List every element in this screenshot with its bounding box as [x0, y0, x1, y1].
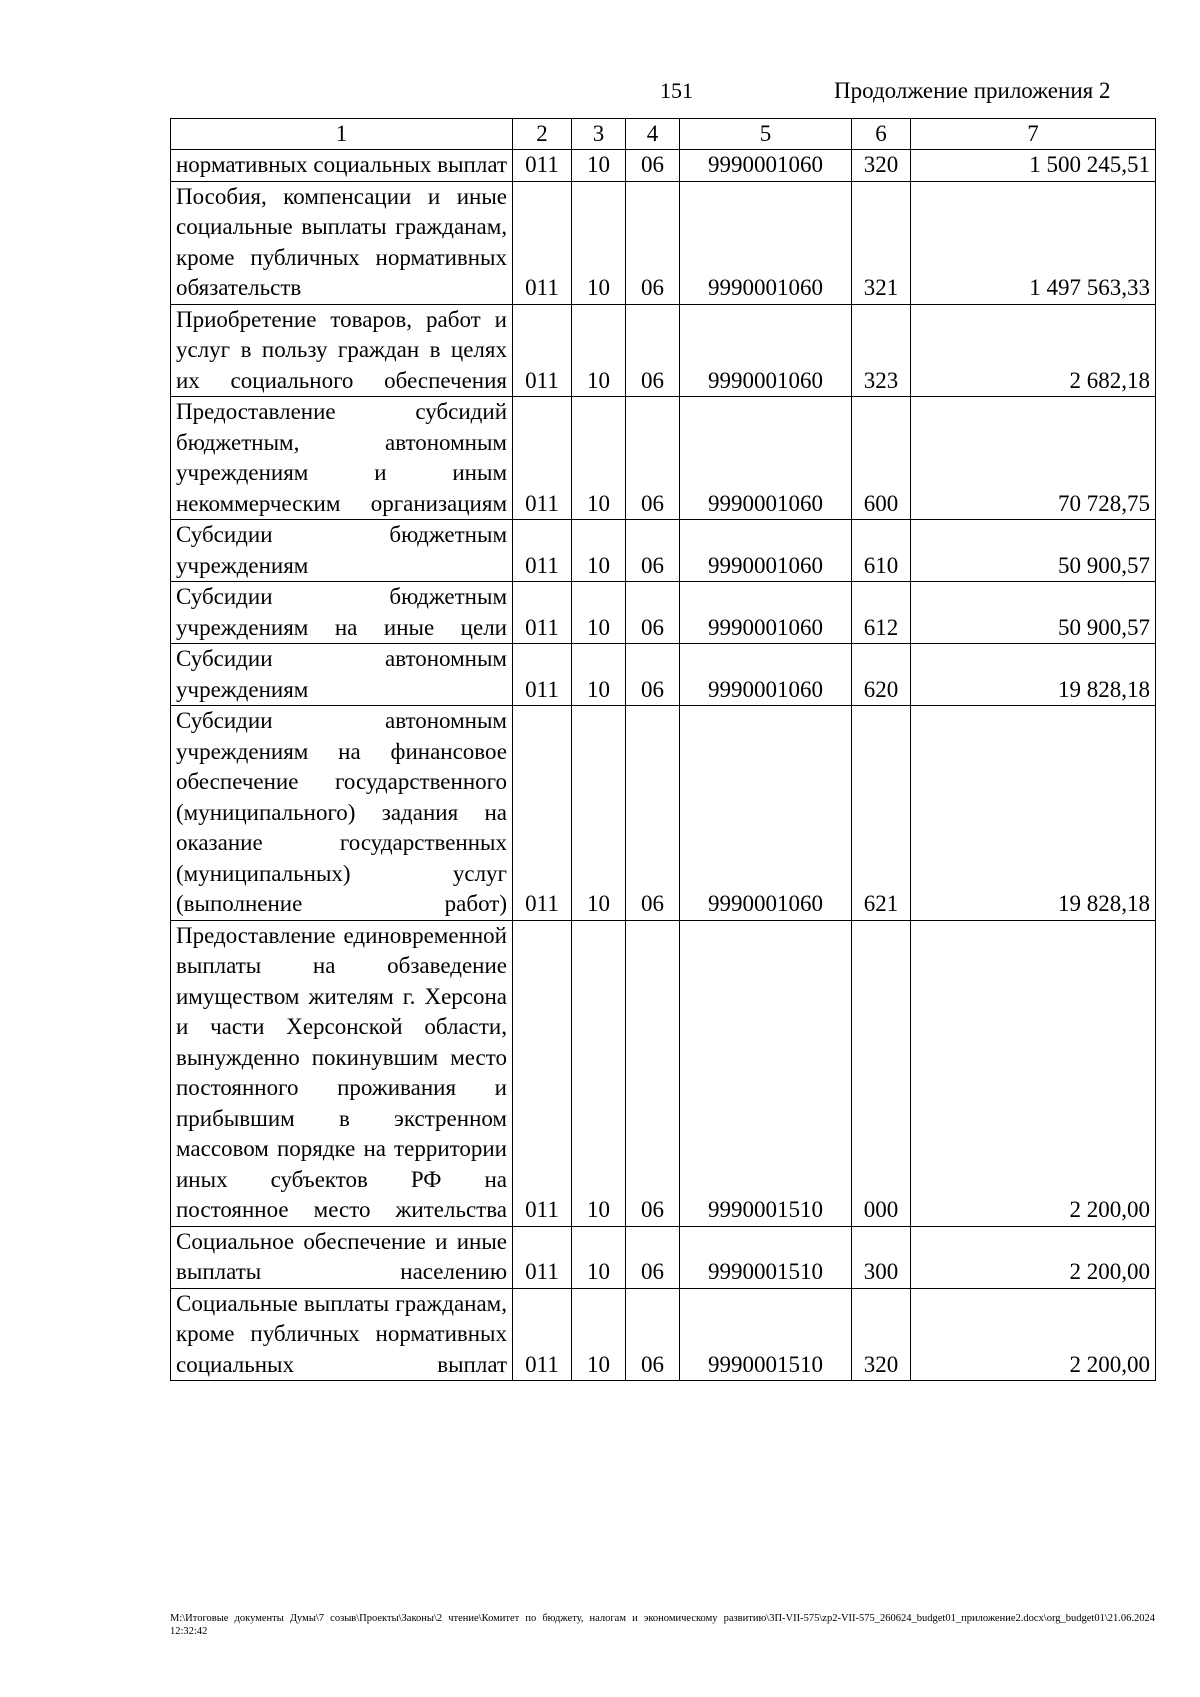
expense-type-cell: 610 [852, 520, 911, 582]
column-header: 7 [911, 119, 1156, 150]
table-row [171, 397, 1156, 520]
table-row [171, 150, 1156, 182]
subsection-code-cell: 06 [626, 1288, 680, 1381]
row-name-cell: Социальные выплаты гражданам, кроме публичных нормативных социальных выплат [171, 1288, 513, 1381]
section-code-cell: 10 [572, 644, 626, 706]
table-row [171, 304, 1156, 397]
target-article-cell: 9990001060 [680, 582, 852, 644]
row-name-cell: Предоставление единовременной выплаты на обзаведение имуществом жителям г. Херсона и части Херсонской области, вынужденно покинувшим место постоянного проживания и прибывшим в экстренном массовом порядке на территории иных субъектов РФ на постоянное место жительства [171, 920, 513, 1226]
amount-cell: 19 828,18 [911, 644, 1156, 706]
target-article-cell: 9990001060 [680, 181, 852, 304]
table-row [171, 582, 1156, 644]
expense-type-cell: 621 [852, 706, 911, 921]
expense-type-cell: 612 [852, 582, 911, 644]
subsection-code-cell: 06 [626, 397, 680, 520]
table-row [171, 1288, 1156, 1381]
ministry-code-cell: 011 [513, 1288, 572, 1381]
ministry-code-cell: 011 [513, 706, 572, 921]
subsection-code-cell: 06 [626, 304, 680, 397]
target-article-cell: 9990001060 [680, 150, 852, 182]
subsection-code-cell: 06 [626, 150, 680, 182]
target-article-cell: 9990001060 [680, 397, 852, 520]
section-code-cell: 10 [572, 397, 626, 520]
row-name-cell: Субсидии бюджетным учреждениям на иные цели [171, 582, 513, 644]
expense-type-cell: 321 [852, 181, 911, 304]
expense-type-cell: 300 [852, 1226, 911, 1288]
section-code-cell: 10 [572, 1288, 626, 1381]
column-header: 1 [171, 119, 513, 150]
section-code-cell: 10 [572, 920, 626, 1226]
target-article-cell: 9990001060 [680, 706, 852, 921]
ministry-code-cell: 011 [513, 920, 572, 1226]
page-number: 151 [660, 78, 693, 103]
target-article-cell: 9990001060 [680, 644, 852, 706]
column-header: 6 [852, 119, 911, 150]
ministry-code-cell: 011 [513, 520, 572, 582]
amount-cell: 2 682,18 [911, 304, 1156, 397]
column-header: 5 [680, 119, 852, 150]
amount-cell: 1 500 245,51 [911, 150, 1156, 182]
ministry-code-cell: 011 [513, 150, 572, 182]
row-name-cell: Приобретение товаров, работ и услуг в пользу граждан в целях их социального обеспечения [171, 304, 513, 397]
ministry-code-cell: 011 [513, 181, 572, 304]
ministry-code-cell: 011 [513, 644, 572, 706]
section-code-cell: 10 [572, 181, 626, 304]
ministry-code-cell: 011 [513, 1226, 572, 1288]
amount-cell: 19 828,18 [911, 706, 1156, 921]
section-code-cell: 10 [572, 706, 626, 921]
expense-type-cell: 600 [852, 397, 911, 520]
column-header: 4 [626, 119, 680, 150]
row-name-cell: Субсидии бюджетным учреждениям [171, 520, 513, 582]
target-article-cell: 9990001060 [680, 520, 852, 582]
section-code-cell: 10 [572, 582, 626, 644]
row-name-cell: Субсидии автономным учреждениям [171, 644, 513, 706]
subsection-code-cell: 06 [626, 706, 680, 921]
expense-type-cell: 000 [852, 920, 911, 1226]
row-name-cell: Социальное обеспечение и иные выплаты населению [171, 1226, 513, 1288]
table-row [171, 1226, 1156, 1288]
target-article-cell: 9990001060 [680, 304, 852, 397]
continuation-heading: Продолжение приложения 2 [834, 78, 1111, 103]
amount-cell: 2 200,00 [911, 1226, 1156, 1288]
column-number-row [171, 119, 1156, 150]
ministry-code-cell: 011 [513, 582, 572, 644]
amount-cell: 70 728,75 [911, 397, 1156, 520]
table-row [171, 644, 1156, 706]
ministry-code-cell: 011 [513, 397, 572, 520]
table-row [171, 181, 1156, 304]
expense-type-cell: 320 [852, 150, 911, 182]
subsection-code-cell: 06 [626, 181, 680, 304]
subsection-code-cell: 06 [626, 920, 680, 1226]
row-name-cell: нормативных социальных выплат [171, 150, 513, 182]
amount-cell: 2 200,00 [911, 1288, 1156, 1381]
row-name-cell: Пособия, компенсации и иные социальные выплаты гражданам, кроме публичных нормативных обязательств [171, 181, 513, 304]
amount-cell: 50 900,57 [911, 520, 1156, 582]
target-article-cell: 9990001510 [680, 1288, 852, 1381]
target-article-cell: 9990001510 [680, 920, 852, 1226]
row-name-cell: Субсидии автономным учреждениям на финансовое обеспечение государственного (муниципального) задания на оказание государственных (муниципальных) услуг (выполнение работ) [171, 706, 513, 921]
section-code-cell: 10 [572, 304, 626, 397]
amount-cell: 2 200,00 [911, 920, 1156, 1226]
amount-cell: 50 900,57 [911, 582, 1156, 644]
section-code-cell: 10 [572, 520, 626, 582]
table-row [171, 706, 1156, 921]
expense-type-cell: 323 [852, 304, 911, 397]
document-path-footer: M:\Итоговые документы Думы\7 созыв\Проекты\Законы\2 чтение\Комитет по бюджету, налогам и экономическому развитию\3П-VII-575\zp2-VII-575_260624_budget01_приложение2.docx\org_budget01\21.06.2024 12:32:42 [170, 1613, 1155, 1637]
budget-table [170, 118, 1156, 1381]
section-code-cell: 10 [572, 1226, 626, 1288]
subsection-code-cell: 06 [626, 520, 680, 582]
row-name-cell: Предоставление субсидий бюджетным, автономным учреждениям и иным некоммерческим организациям [171, 397, 513, 520]
column-header: 3 [572, 119, 626, 150]
expense-type-cell: 620 [852, 644, 911, 706]
target-article-cell: 9990001510 [680, 1226, 852, 1288]
ministry-code-cell: 011 [513, 304, 572, 397]
expense-type-cell: 320 [852, 1288, 911, 1381]
subsection-code-cell: 06 [626, 1226, 680, 1288]
amount-cell: 1 497 563,33 [911, 181, 1156, 304]
subsection-code-cell: 06 [626, 644, 680, 706]
column-header: 2 [513, 119, 572, 150]
table-row [171, 520, 1156, 582]
subsection-code-cell: 06 [626, 582, 680, 644]
table-row [171, 920, 1156, 1226]
section-code-cell: 10 [572, 150, 626, 182]
